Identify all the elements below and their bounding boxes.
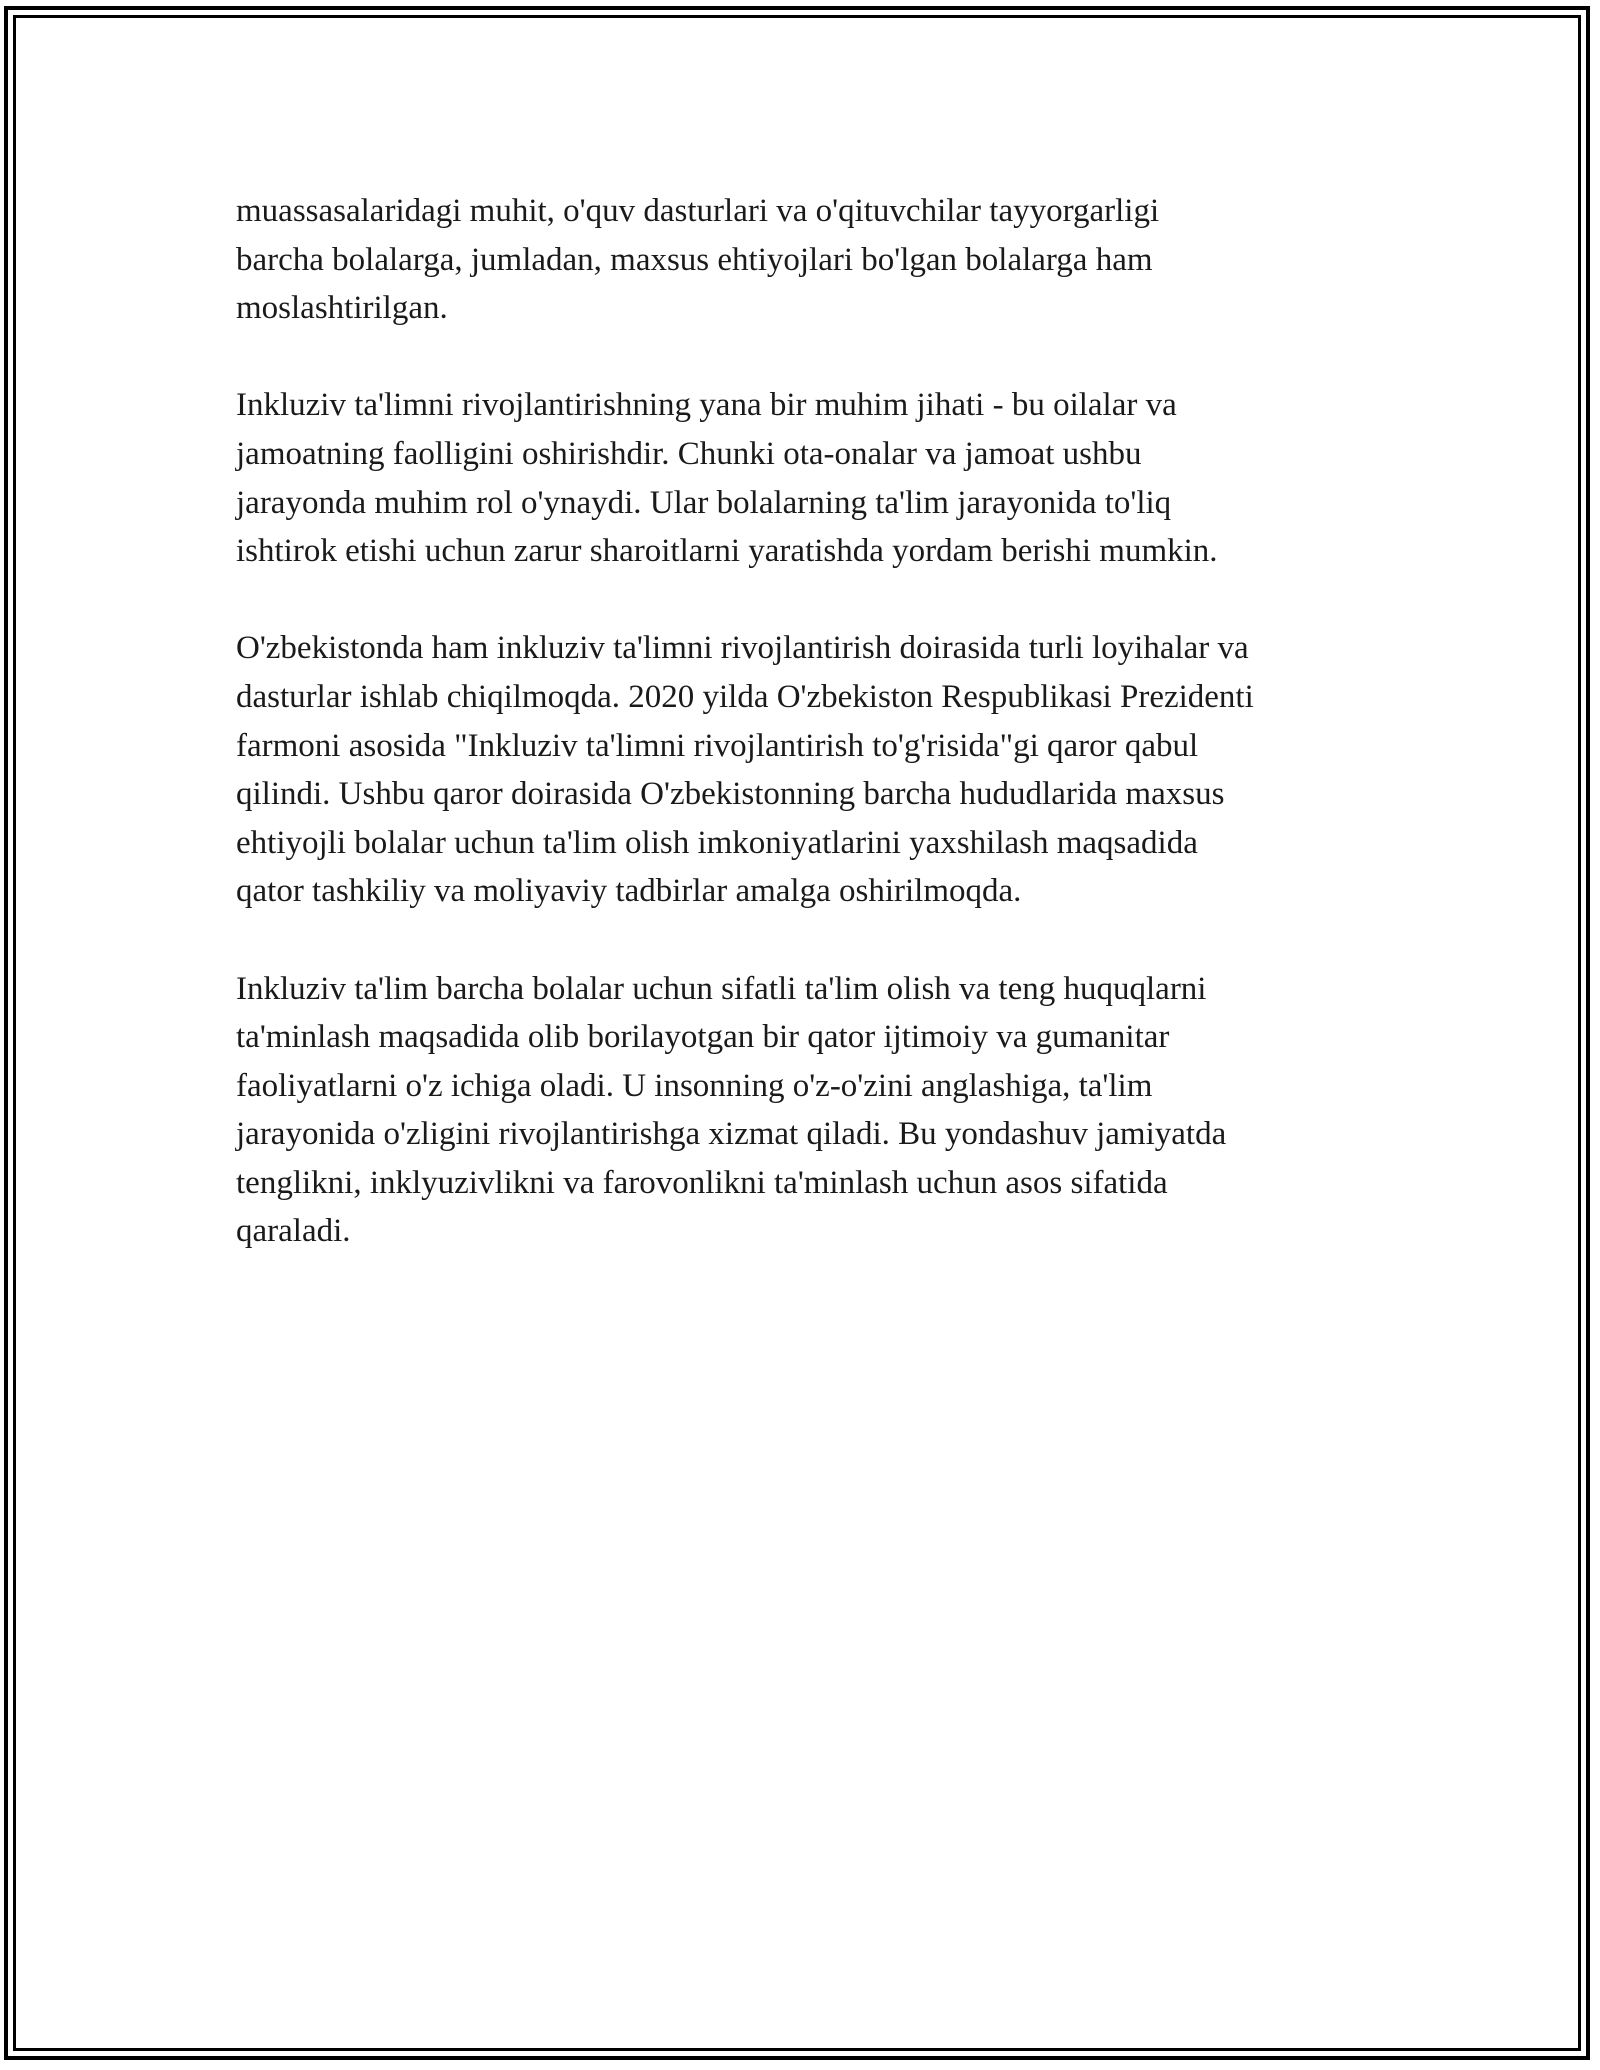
paragraph-spacer xyxy=(236,916,1386,965)
paragraph-3 xyxy=(236,624,1386,916)
text-line: qator tashkiliy va moliyaviy tadbirlar amalga oshirilmoqda. xyxy=(236,873,1022,910)
text-line: faoliyatlarni o'z ichiga oladi. U insonning o'z-o'zini anglashiga, ta'lim xyxy=(236,1067,1153,1104)
paragraph-4 xyxy=(236,965,1386,1257)
text-line: tenglikni, inklyuzivlikni va farovonlikni ta'minlash uchun asos sifatida xyxy=(236,1164,1168,1201)
text-line: jarayonda muhim rol o'ynaydi. Ular bolalarning ta'lim jarayonida to'liq xyxy=(236,484,1172,521)
text-line: barcha bolalarga, jumladan, maxsus ehtiyojlari bo'lgan bolalarga ham xyxy=(236,241,1153,278)
text-line: qilindi. Ushbu qaror doirasida O'zbekistonning barcha hududlarida maxsus xyxy=(236,776,1225,813)
text-line: ehtiyojli bolalar uchun ta'lim olish imkoniyatlarini yaxshilash maqsadida xyxy=(236,824,1198,861)
text-line: dasturlar ishlab chiqilmoqda. 2020 yilda O'zbekiston Respublikasi Prezidenti xyxy=(236,678,1254,715)
document-body xyxy=(236,187,1386,1256)
text-line: farmoni asosida "Inkluziv ta'limni rivojlantirish to'g'risida"gi qaror qabul xyxy=(236,727,1199,764)
text-line: ishtirok etishi uchun zarur sharoitlarni yaratishda yordam berishi mumkin. xyxy=(236,533,1218,570)
paragraph-spacer xyxy=(236,333,1386,382)
text-line: Inkluziv ta'lim barcha bolalar uchun sifatli ta'lim olish va teng huquqlarni xyxy=(236,970,1207,1007)
paragraph-1 xyxy=(236,187,1386,333)
text-line: O'zbekistonda ham inkluziv ta'limni rivojlantirish doirasida turli loyihalar va xyxy=(236,630,1249,667)
text-line: Inkluziv ta'limni rivojlantirishning yana bir muhim jihati - bu oilalar va xyxy=(236,387,1177,424)
text-line: jamoatning faolligini oshirishdir. Chunki ota-onalar va jamoat ushbu xyxy=(236,435,1142,472)
text-line: moslashtirilgan. xyxy=(236,290,448,327)
text-line: qaraladi. xyxy=(236,1213,351,1250)
text-line: jarayonida o'zligini rivojlantirishga xizmat qiladi. Bu yondashuv jamiyatda xyxy=(236,1116,1227,1153)
paragraph-spacer xyxy=(236,576,1386,625)
text-line: muassasalaridagi muhit, o'quv dasturlari va o'qituvchilar tayyorgarligi xyxy=(236,193,1160,229)
paragraph-2 xyxy=(236,381,1386,575)
text-line: ta'minlash maqsadida olib borilayotgan bir qator ijtimoiy va gumanitar xyxy=(236,1019,1170,1056)
